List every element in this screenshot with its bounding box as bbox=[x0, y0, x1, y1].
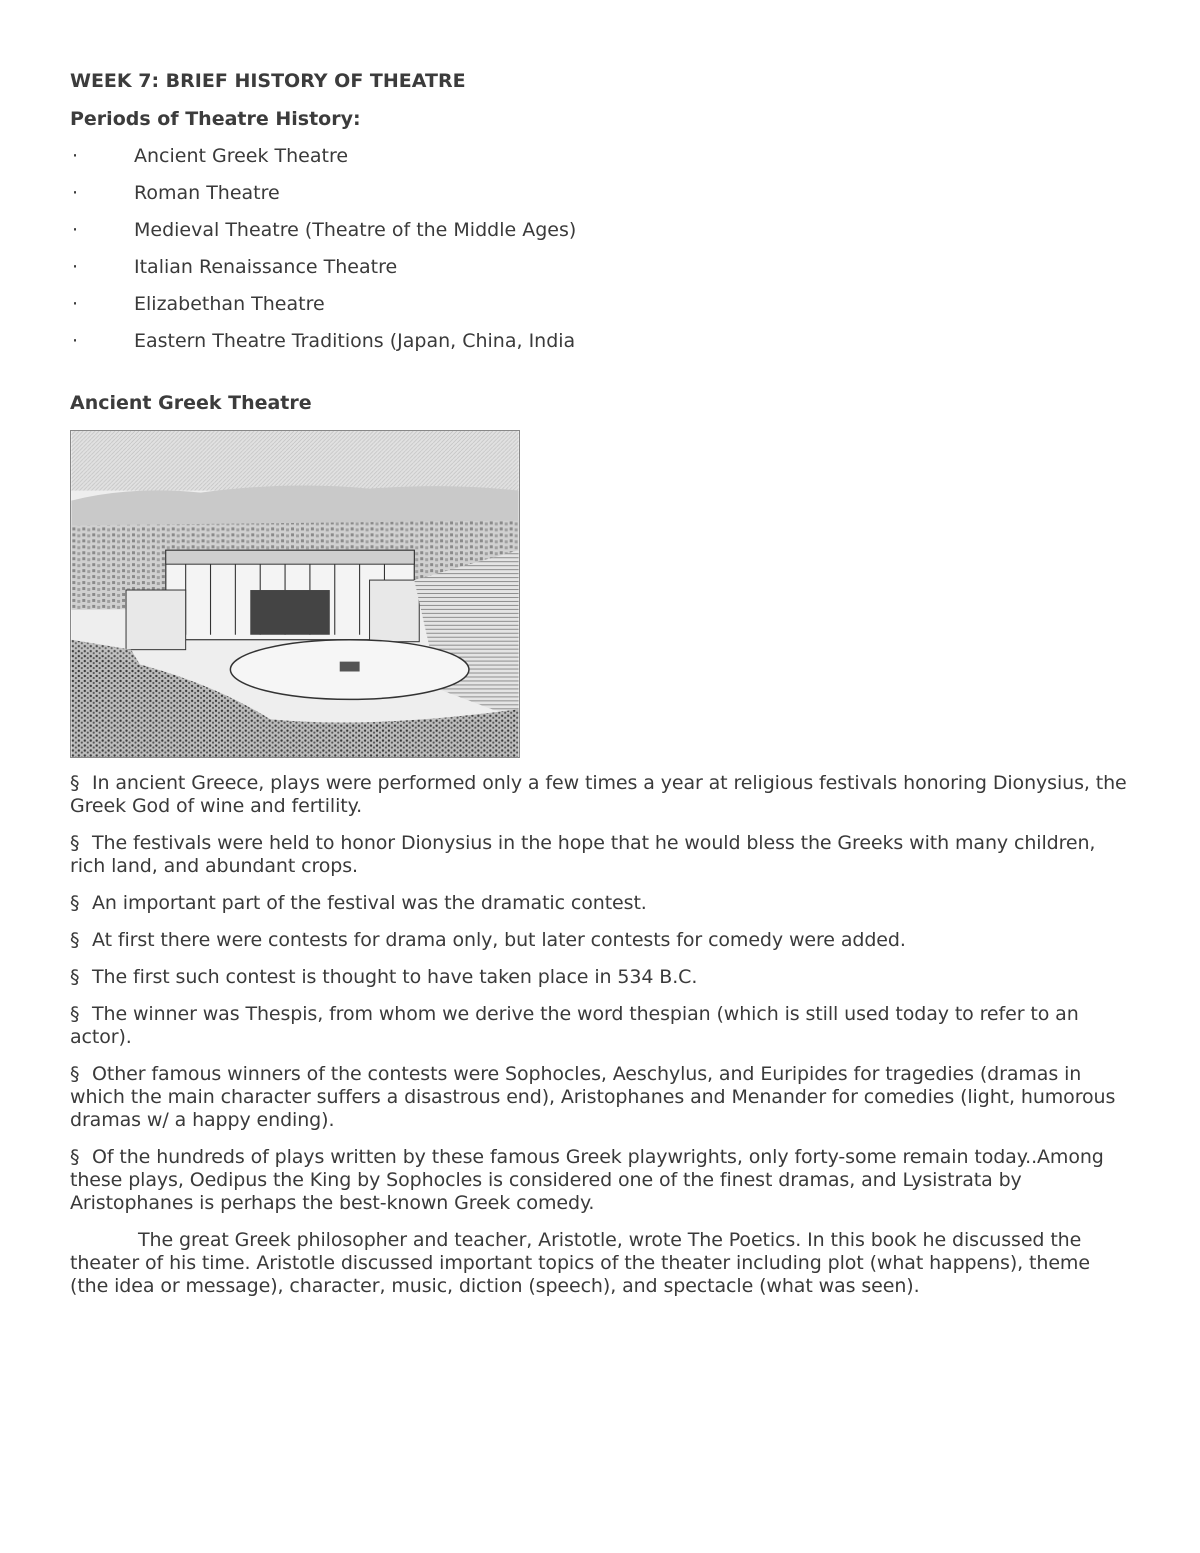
fact-paragraph bbox=[70, 966, 1130, 989]
fact-text: The winner was Thespis, from whom we derive the word thespian (which is still used today to refer to an actor). bbox=[70, 1003, 1079, 1048]
fact-paragraph bbox=[70, 1146, 1130, 1215]
fact-text: The festivals were held to honor Dionysius in the hope that he would bless the Greeks with many children, rich land, and abundant crops. bbox=[70, 832, 1096, 877]
bullet-dot: · bbox=[72, 182, 79, 204]
fact-paragraph bbox=[70, 772, 1130, 818]
list-item bbox=[70, 180, 1130, 206]
list-item-label: Eastern Theatre Traditions (Japan, China, India bbox=[134, 330, 576, 352]
bullet-dot: · bbox=[72, 293, 79, 315]
list-item-label: Italian Renaissance Theatre bbox=[134, 256, 398, 278]
closing-paragraph: The great Greek philosopher and teacher, Aristotle, wrote The Poetics. In this book he discussed the theater of his time. Aristotle discussed important topics of the theater including plot (what happens), theme (the idea or message), character, music, diction (speech), and spectacle (what was seen). bbox=[70, 1229, 1090, 1297]
periods-heading: Periods of Theatre History: bbox=[70, 108, 361, 130]
fact-paragraph bbox=[70, 1003, 1130, 1049]
list-item-label: Roman Theatre bbox=[134, 182, 280, 204]
fact-paragraph bbox=[70, 929, 1130, 952]
bullet-dot: · bbox=[72, 330, 79, 352]
section-sign-bullet: § bbox=[70, 1003, 80, 1025]
periods-list bbox=[70, 143, 1130, 354]
bullet-dot: · bbox=[72, 145, 79, 167]
list-item bbox=[70, 328, 1130, 354]
bullet-dot: · bbox=[72, 219, 79, 241]
list-item bbox=[70, 217, 1130, 243]
greek-facts bbox=[70, 772, 1130, 1298]
fact-text: The first such contest is thought to have taken place in 534 B.C. bbox=[92, 966, 698, 988]
section-sign-bullet: § bbox=[70, 966, 80, 988]
bullet-dot: · bbox=[72, 256, 79, 278]
page-title: WEEK 7: BRIEF HISTORY OF THEATRE bbox=[70, 70, 466, 92]
section-sign-bullet: § bbox=[70, 892, 80, 914]
fact-paragraph bbox=[70, 1063, 1130, 1132]
fact-text: In ancient Greece, plays were performed only a few times a year at religious festivals honoring Dionysius, the Greek God of wine and fertility. bbox=[70, 772, 1127, 817]
fact-paragraph bbox=[70, 832, 1130, 878]
fact-text: Of the hundreds of plays written by these famous Greek playwrights, only forty-some remain today..Among these plays, Oedipus the King by Sophocles is considered one of the finest dramas, and Lysistrata by Aristophanes is perhaps the best-known Greek comedy. bbox=[70, 1146, 1104, 1214]
section-sign-bullet: § bbox=[70, 772, 80, 794]
section-heading: Ancient Greek Theatre bbox=[70, 392, 312, 414]
fact-text: At first there were contests for drama only, but later contests for comedy were added. bbox=[92, 929, 906, 951]
document-page bbox=[70, 68, 1130, 1298]
greek-theatre-illustration bbox=[70, 430, 520, 758]
section-sign-bullet: § bbox=[70, 832, 80, 854]
list-item-label: Elizabethan Theatre bbox=[134, 293, 325, 315]
list-item-label: Ancient Greek Theatre bbox=[134, 145, 349, 167]
fact-paragraph bbox=[70, 892, 1130, 915]
section-sign-bullet: § bbox=[70, 1063, 80, 1085]
list-item bbox=[70, 291, 1130, 317]
section-sign-bullet: § bbox=[70, 1146, 80, 1168]
list-item bbox=[70, 254, 1130, 280]
section-sign-bullet: § bbox=[70, 929, 80, 951]
fact-text: Other famous winners of the contests were Sophocles, Aeschylus, and Euripides for tragedies (dramas in which the main character suffers a disastrous end), Aristophanes and Menander for comedies (light, humorous dramas w/ a happy ending). bbox=[70, 1063, 1116, 1131]
list-item-label: Medieval Theatre (Theatre of the Middle Ages) bbox=[134, 219, 577, 241]
list-item bbox=[70, 143, 1130, 169]
fact-text: An important part of the festival was the dramatic contest. bbox=[92, 892, 647, 914]
